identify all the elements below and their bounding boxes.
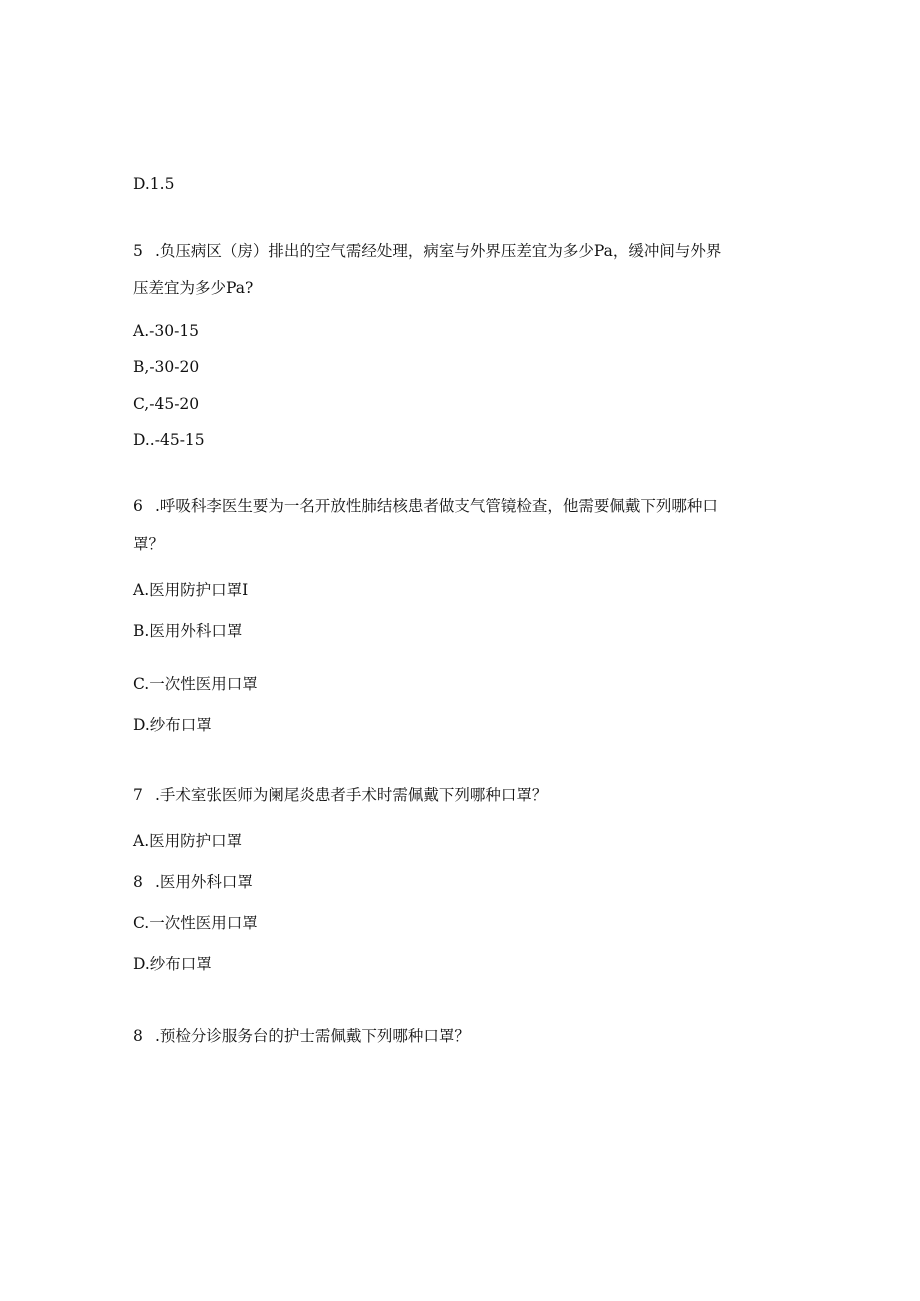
question-5-line1 xyxy=(133,241,721,261)
question-6-line1 xyxy=(133,496,718,516)
question-5-option-b: B,-30-20 xyxy=(133,358,200,376)
question-8-line xyxy=(133,1026,470,1046)
prev-option-d: D.1.5 xyxy=(133,175,175,193)
question-7-option-b xyxy=(133,872,253,892)
question-6-number: 6 xyxy=(133,497,143,515)
question-7-line xyxy=(133,785,547,805)
question-6-text-line2: 罩？ xyxy=(133,535,165,553)
question-5-text-line2: 压差宜为多少Pa? xyxy=(133,279,254,297)
question-7-option-b-text: .医用外科口罩 xyxy=(155,873,253,891)
question-8-number: 8 xyxy=(133,1027,143,1045)
question-7-option-c: C.一次性医用口罩 xyxy=(133,914,258,932)
question-8-text: .预检分诊服务台的护士需佩戴下列哪种口罩？ xyxy=(155,1027,470,1045)
question-5-number: 5 xyxy=(133,242,143,260)
question-5-option-d: D..-45-15 xyxy=(133,431,205,449)
question-7-number: 7 xyxy=(133,786,143,804)
question-5-option-c: C,-45-20 xyxy=(133,395,200,413)
question-7-text: .手术室张医师为阑尾炎患者手术时需佩戴下列哪种口罩？ xyxy=(155,786,548,804)
question-7-option-b-number: 8 xyxy=(133,873,143,891)
question-7-option-a: A.医用防护口罩 xyxy=(133,832,243,850)
question-6-option-c: C.一次性医用口罩 xyxy=(133,675,258,693)
question-6-option-a: A.医用防护口罩I xyxy=(133,581,249,599)
question-6-option-d: D.纱布口罩 xyxy=(133,716,212,734)
question-6-option-b: B.医用外科口罩 xyxy=(133,622,243,640)
question-7-option-d: D.纱布口罩 xyxy=(133,955,212,973)
question-5-text-line1: .负压病区（房）排出的空气需经处理，病室与外界压差宜为多少Pa，缓冲间与外界 xyxy=(155,242,722,260)
question-6-text-line1: .呼吸科李医生要为一名开放性肺结核患者做支气管镜检查，他需要佩戴下列哪种口 xyxy=(155,497,718,515)
question-5-option-a: A.-30-15 xyxy=(133,322,200,340)
